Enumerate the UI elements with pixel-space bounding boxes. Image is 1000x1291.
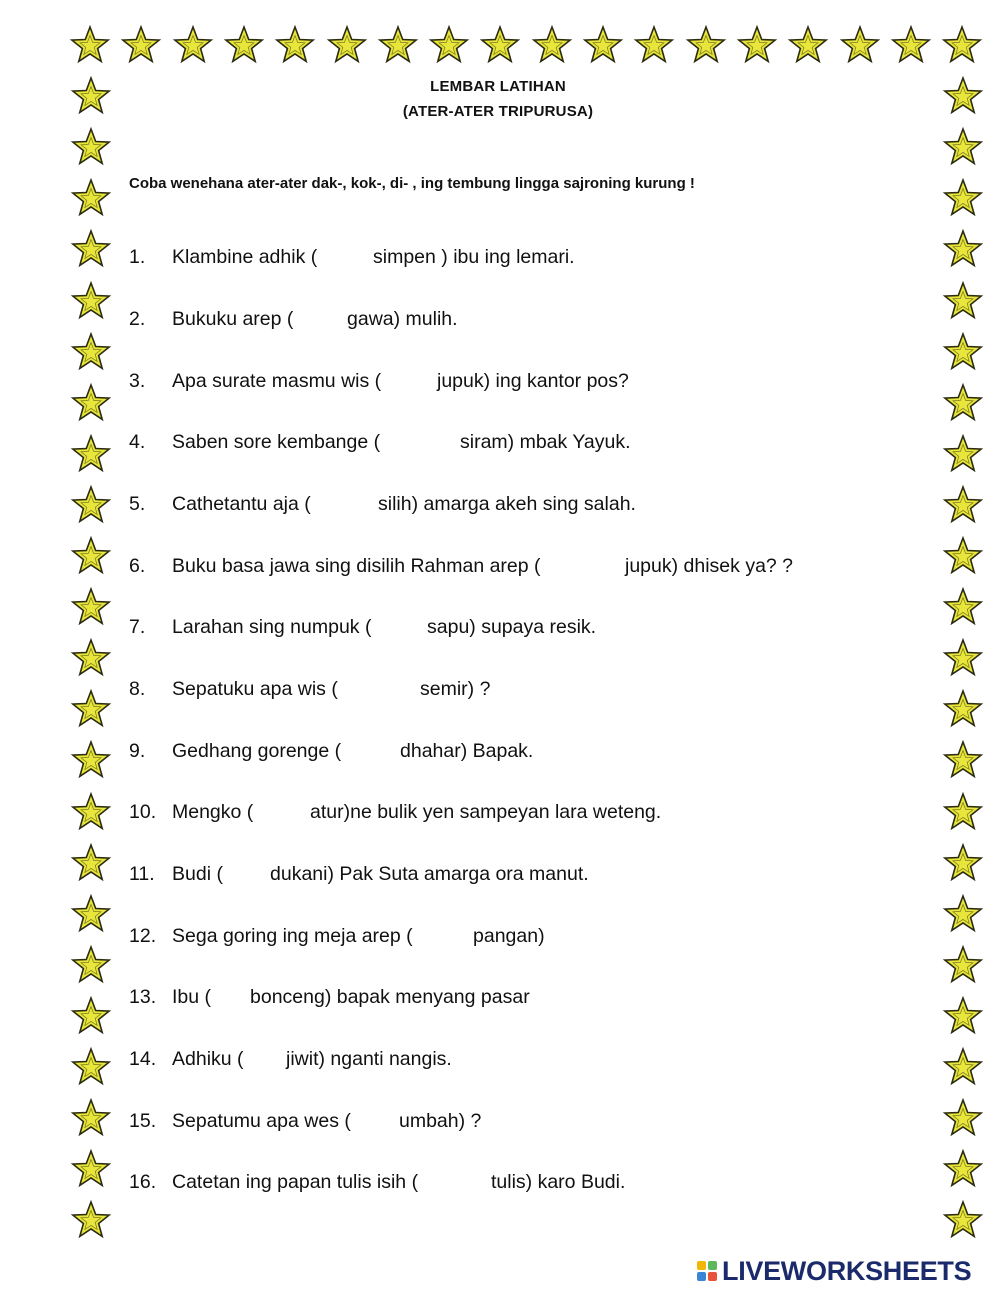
star-icon [736, 24, 778, 66]
item-text-after: jiwit) nganti nangis. [286, 1048, 452, 1070]
star-icon [70, 842, 112, 884]
star-icon [942, 1046, 984, 1088]
item-text-after: dukani) Pak Suta amarga ora manut. [270, 863, 589, 885]
item-text-after: atur)ne bulik yen sampeyan lara weteng. [310, 801, 662, 823]
worksheet-subtitle: (ATER-ATER TRIPURUSA) [402, 103, 594, 120]
star-icon [942, 842, 984, 884]
star-icon [274, 24, 316, 66]
star-icon [70, 1097, 112, 1139]
star-icon [70, 637, 112, 679]
star-icon [942, 995, 984, 1037]
item-text-after: semir) ? [420, 678, 491, 700]
logo-square [697, 1261, 706, 1270]
star-icon [428, 24, 470, 66]
item-text-before: Larahan sing numpuk ( [172, 616, 372, 638]
logo-text: LIVEWORKSHEETS [722, 1256, 972, 1286]
star-icon [70, 688, 112, 730]
star-icon [70, 484, 112, 526]
star-icon [942, 280, 984, 322]
logo-square [708, 1261, 717, 1270]
item-text-before: Catetan ing papan tulis isih ( [172, 1171, 419, 1193]
star-icon [479, 24, 521, 66]
star-icon [942, 535, 984, 577]
item-number: 2. [129, 308, 146, 330]
item-text-after: jupuk) ing kantor pos? [437, 370, 629, 392]
star-icon [890, 24, 932, 66]
star-icon [223, 24, 265, 66]
item-number: 13. [129, 986, 157, 1008]
item-text-after: bonceng) bapak menyang pasar [250, 986, 530, 1008]
item-text-before: Sepatumu apa wes ( [172, 1110, 351, 1132]
star-icon [685, 24, 727, 66]
item-text-after: pangan) [473, 925, 545, 947]
star-icon [942, 688, 984, 730]
item-number: 16. [129, 1171, 157, 1193]
star-icon [70, 331, 112, 373]
item-number: 3. [129, 370, 146, 392]
star-icon [70, 739, 112, 781]
star-icon [70, 791, 112, 833]
item-number: 1. [129, 246, 146, 268]
star-icon [70, 1046, 112, 1088]
star-icon [941, 24, 983, 66]
star-icon [942, 637, 984, 679]
star-icon [70, 433, 112, 475]
star-icon [70, 944, 112, 986]
star-icon [942, 126, 984, 168]
item-text-before: Sepatuku apa wis ( [172, 678, 338, 700]
star-icon [69, 24, 111, 66]
item-text-before: Cathetantu aja ( [172, 493, 311, 515]
star-icon [70, 126, 112, 168]
item-text-before: Sega goring ing meja arep ( [172, 925, 413, 947]
item-text-before: Apa surate masmu wis ( [172, 370, 382, 392]
item-text-before: Buku basa jawa sing disilih Rahman arep ( [172, 555, 541, 577]
star-icon [70, 893, 112, 935]
item-number: 11. [129, 863, 155, 885]
item-text-after: siram) mbak Yayuk. [460, 431, 631, 453]
item-text-after: tulis) karo Budi. [491, 1171, 626, 1193]
item-text-before: Bukuku arep ( [172, 308, 294, 330]
item-text-after: dhahar) Bapak. [400, 740, 534, 762]
star-icon [70, 995, 112, 1037]
star-icon [70, 280, 112, 322]
item-text-after: jupuk) dhisek ya? ? [625, 555, 794, 577]
star-icon [942, 228, 984, 270]
star-icon [787, 24, 829, 66]
star-icon [942, 484, 984, 526]
item-text-before: Adhiku ( [172, 1048, 244, 1070]
logo-square [697, 1272, 706, 1281]
item-number: 4. [129, 431, 146, 453]
item-text-after: umbah) ? [399, 1110, 482, 1132]
item-text-after: silih) amarga akeh sing salah. [378, 493, 636, 515]
item-number: 10. [129, 801, 157, 823]
star-icon [942, 177, 984, 219]
star-icon [942, 893, 984, 935]
star-icon [120, 24, 162, 66]
star-icon [839, 24, 881, 66]
star-icon [633, 24, 675, 66]
star-icon [942, 586, 984, 628]
star-icon [942, 739, 984, 781]
star-icon [70, 586, 112, 628]
star-icon [326, 24, 368, 66]
item-number: 7. [129, 616, 146, 638]
star-icon [582, 24, 624, 66]
star-icon [531, 24, 573, 66]
star-icon [942, 331, 984, 373]
item-text-after: sapu) supaya resik. [427, 616, 597, 638]
star-icon [942, 944, 984, 986]
item-text-before: Klambine adhik ( [172, 246, 318, 268]
star-icon [70, 228, 112, 270]
item-number: 8. [129, 678, 146, 700]
logo-mark-icon [697, 1261, 717, 1281]
star-icon [942, 1199, 984, 1241]
star-icon [942, 433, 984, 475]
star-icon [70, 382, 112, 424]
item-text-before: Budi ( [172, 863, 223, 885]
item-text-before: Mengko ( [172, 801, 254, 823]
star-icon [942, 1097, 984, 1139]
star-icon [377, 24, 419, 66]
item-number: 14. [129, 1048, 157, 1070]
worksheet-title: LEMBAR LATIHAN [430, 78, 566, 95]
item-number: 5. [129, 493, 146, 515]
star-icon [70, 535, 112, 577]
item-text-before: Gedhang gorenge ( [172, 740, 342, 762]
star-icon [942, 1148, 984, 1190]
item-text-before: Saben sore kembange ( [172, 431, 381, 453]
liveworksheets-logo [697, 1256, 971, 1286]
item-number: 9. [129, 740, 146, 762]
star-icon [70, 177, 112, 219]
star-icon [942, 382, 984, 424]
logo-square [708, 1272, 717, 1281]
item-number: 6. [129, 555, 146, 577]
item-text-before: Ibu ( [172, 986, 212, 1008]
star-icon [942, 791, 984, 833]
instruction-text: Coba wenehana ater-ater dak-, kok-, di- , ing tembung lingga sajroning kurung ! [129, 175, 695, 192]
star-icon [172, 24, 214, 66]
item-number: 12. [129, 925, 157, 947]
item-text-after: simpen ) ibu ing lemari. [373, 246, 575, 268]
star-icon [70, 1148, 112, 1190]
item-text-after: gawa) mulih. [347, 308, 458, 330]
star-icon [70, 1199, 112, 1241]
item-number: 15. [129, 1110, 157, 1132]
